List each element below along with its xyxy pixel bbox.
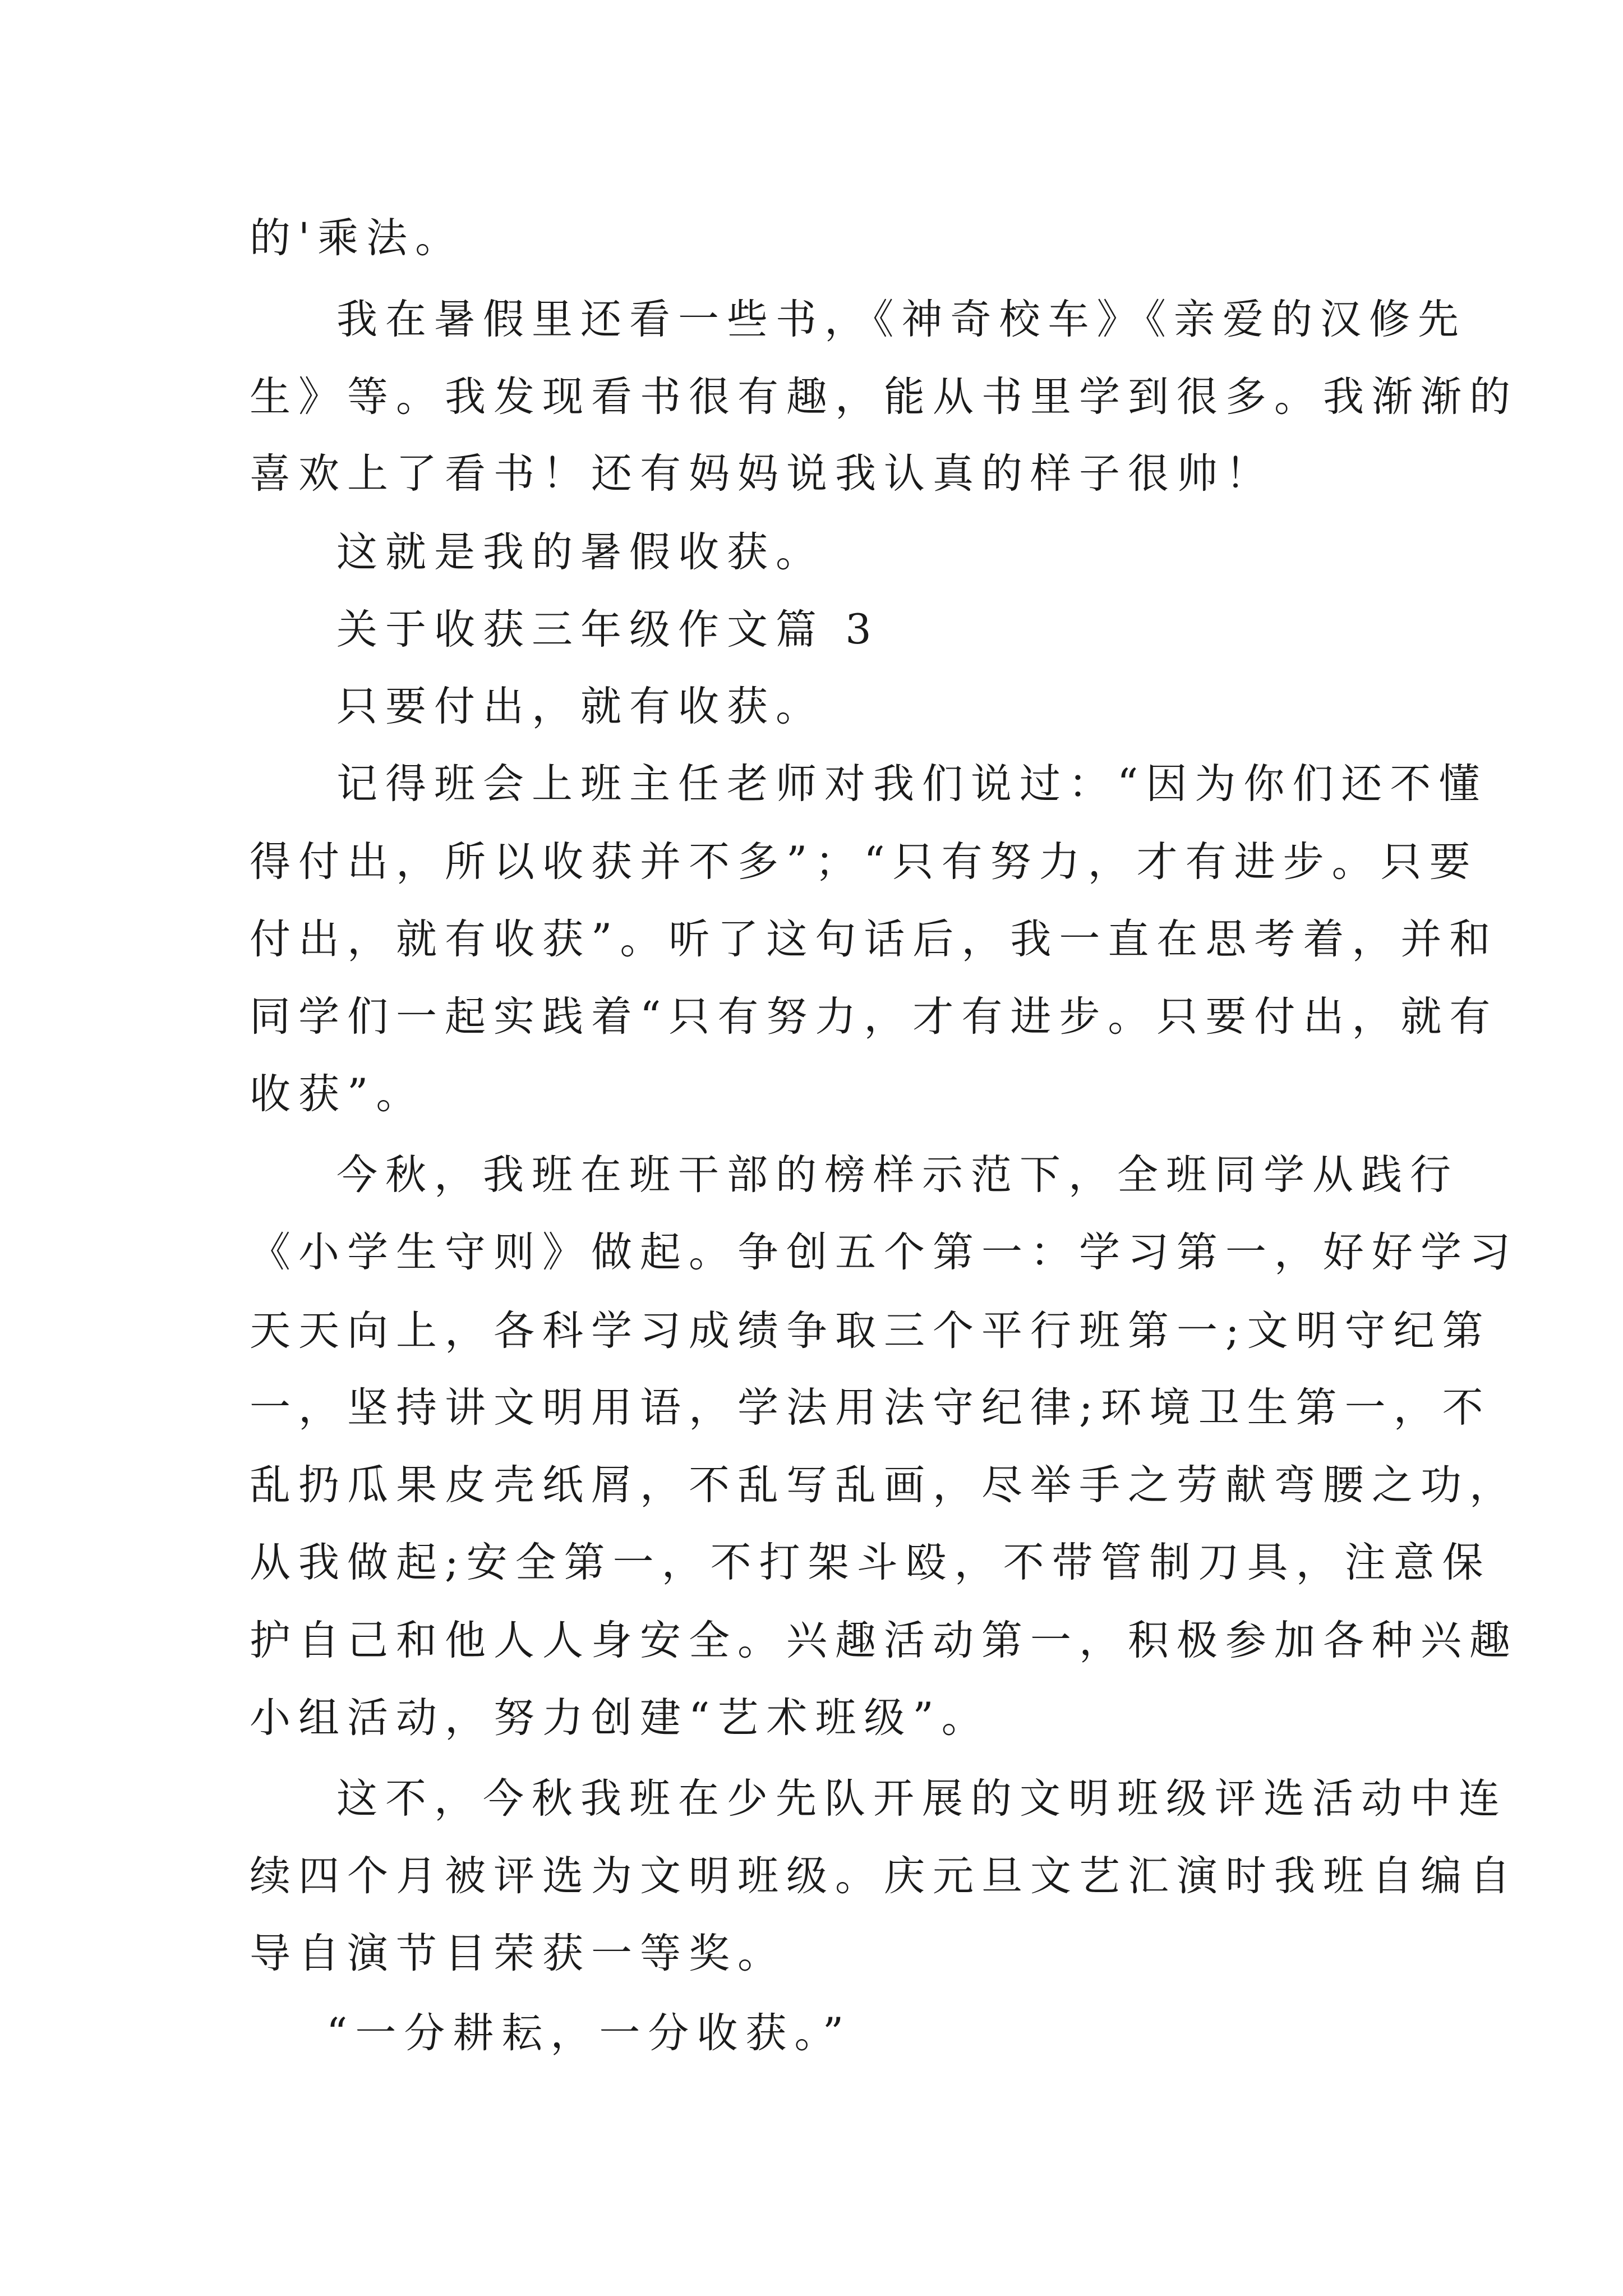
text-line: 一，坚持讲文明用语，学法用法守纪律;环境卫生第一，不 [250, 1384, 1491, 1432]
section-heading: 关于收获三年级作文篇 3 [336, 606, 879, 654]
text-line: 我在暑假里还看一些书，《神奇校车》《亲爱的汉修先 [336, 296, 1467, 343]
text-line: 付出，就有收获”。听了这句话后，我一直在思考着，并和 [250, 915, 1498, 963]
text-line: 这不，今秋我班在少先队开展的文明班级评选活动中连 [336, 1775, 1507, 1823]
text-line: 只要付出，就有收获。 [336, 683, 824, 730]
text-line: 得付出，所以收获并不多”；“只有努力，才有进步。只要 [250, 838, 1478, 886]
text-line: 导自演节目荣获一等奖。 [250, 1930, 786, 1977]
text-line: 收获”。 [250, 1070, 425, 1118]
text-line: “一分耕耘，一分收获。” [326, 2009, 852, 2057]
text-line: 生》等。我发现看书很有趣，能从书里学到很多。我渐渐的 [250, 373, 1518, 421]
text-line: 《小学生守则》做起。争创五个第一：学习第一，好好学习 [250, 1228, 1518, 1276]
text-line: 今秋，我班在班干部的榜样示范下，全班同学从践行 [336, 1151, 1459, 1199]
text-line: 续四个月被评选为文明班级。庆元旦文艺汇演时我班自编自 [250, 1852, 1518, 1900]
text-line: 天天向上，各科学习成绩争取三个平行班第一;文明守纪第 [250, 1307, 1491, 1355]
text-line: 护自己和他人人身安全。兴趣活动第一，积极参加各种兴趣 [250, 1617, 1518, 1664]
text-line: 同学们一起实践着“只有努力，才有进步。只要付出，就有 [250, 993, 1498, 1041]
text-line: 从我做起;安全第一，不打架斗殴，不带管制刀具，注意保 [250, 1539, 1491, 1586]
text-line: 记得班会上班主任老师对我们说过：“因为你们还不懂 [336, 760, 1488, 808]
text-line: 小组活动，努力创建“艺术班级”。 [250, 1694, 990, 1742]
text-line: 乱扔瓜果皮壳纸屑，不乱写乱画，尽举手之劳献弯腰之功， [250, 1461, 1518, 1509]
text-line: 的'乘法。 [250, 214, 464, 262]
text-line: 这就是我的暑假收获。 [336, 528, 824, 576]
text-line: 喜欢上了看书！还有妈妈说我认真的样子很帅！ [250, 450, 1274, 498]
